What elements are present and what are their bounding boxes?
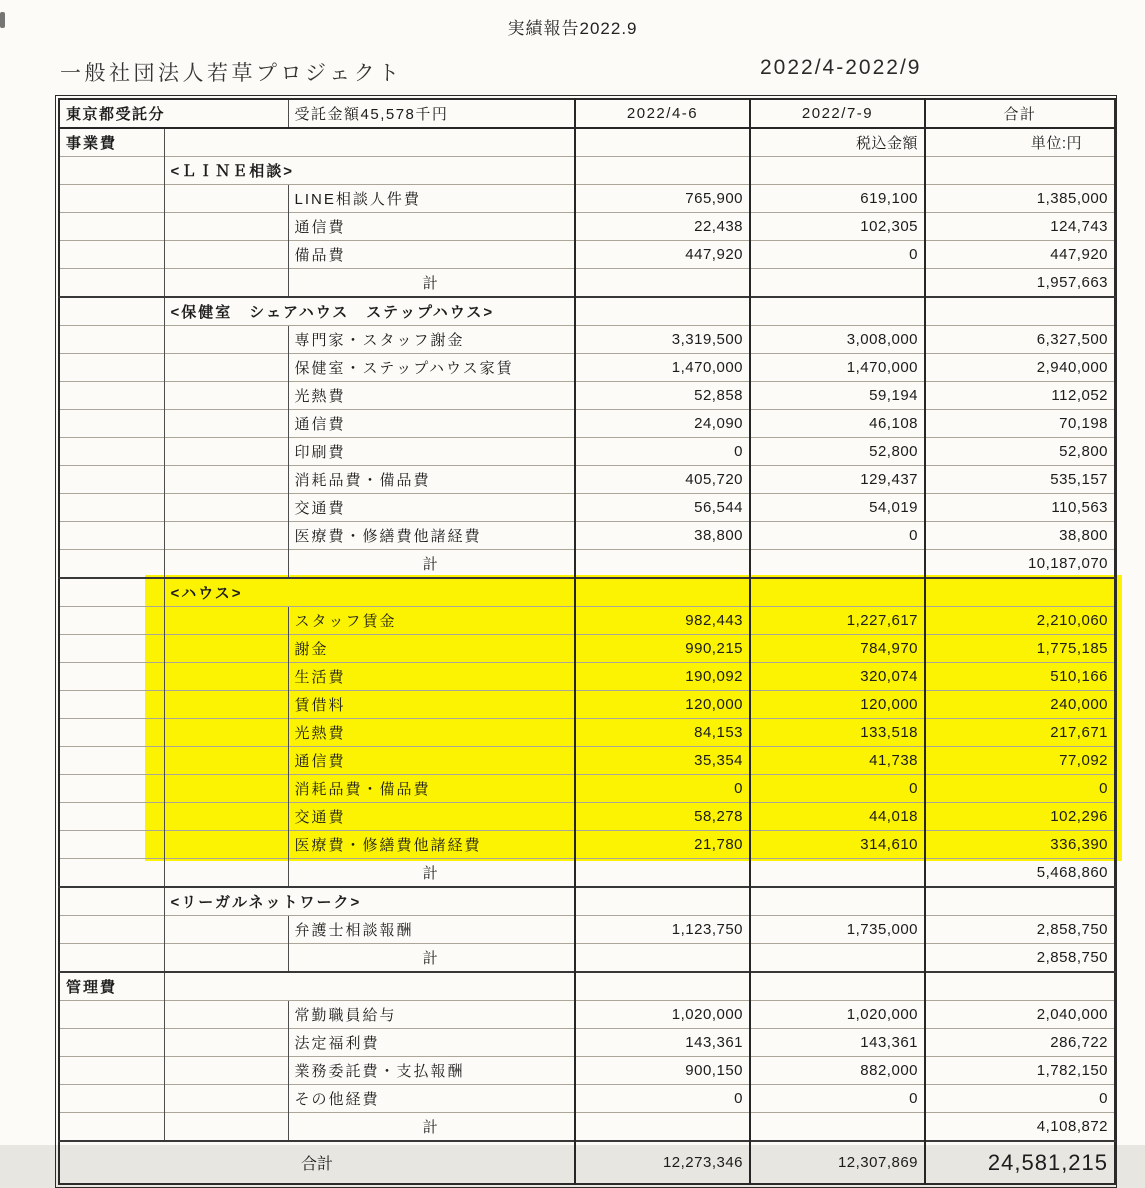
amount-q2-cell bbox=[750, 550, 925, 579]
row-spacer-cell bbox=[164, 269, 288, 298]
amount-q1-cell: 447,920 bbox=[575, 241, 750, 269]
table-row bbox=[59, 438, 1115, 466]
amount-q1-cell: 52,858 bbox=[575, 382, 750, 410]
amount-total-cell: 510,166 bbox=[925, 663, 1115, 691]
row-spacer-cell bbox=[59, 578, 164, 607]
row-subtotal-label: 計 bbox=[288, 550, 575, 579]
grand-total-label: 合計 bbox=[59, 1141, 575, 1184]
amount-q2-cell: 0 bbox=[750, 1085, 925, 1113]
table-row bbox=[59, 241, 1115, 269]
row-spacer-cell bbox=[164, 1029, 288, 1057]
row-spacer-cell bbox=[59, 1113, 164, 1142]
row-spacer-cell bbox=[59, 466, 164, 494]
amount-q2-cell: 0 bbox=[750, 522, 925, 550]
amount-q1-cell: 35,354 bbox=[575, 747, 750, 775]
amount-total-cell bbox=[925, 887, 1115, 916]
row-spacer-cell bbox=[59, 269, 164, 298]
row-spacer-cell bbox=[59, 1085, 164, 1113]
amount-q2-cell: 314,610 bbox=[750, 831, 925, 859]
row-subtotal-label: 計 bbox=[288, 269, 575, 298]
row-spacer-cell bbox=[59, 550, 164, 579]
row-spacer-cell bbox=[164, 326, 288, 354]
row-spacer-cell bbox=[164, 213, 288, 241]
row-item-label: 通信費 bbox=[288, 213, 575, 241]
table-row bbox=[59, 466, 1115, 494]
row-spacer-cell bbox=[164, 382, 288, 410]
row-spacer-cell bbox=[59, 522, 164, 550]
row-spacer-cell bbox=[164, 635, 288, 663]
row-item-label: 備品費 bbox=[288, 241, 575, 269]
amount-q1-cell: 1,123,750 bbox=[575, 916, 750, 944]
amount-q1-cell: 0 bbox=[575, 438, 750, 466]
amount-q2-cell: 120,000 bbox=[750, 691, 925, 719]
amount-total-cell: 単位:円 bbox=[925, 128, 1115, 157]
row-spacer-cell bbox=[59, 241, 164, 269]
row-spacer-cell bbox=[164, 719, 288, 747]
row-spacer-cell bbox=[164, 1085, 288, 1113]
amount-q2-cell: 143,361 bbox=[750, 1029, 925, 1057]
amount-q1-cell: 900,150 bbox=[575, 1057, 750, 1085]
row-item-label: 法定福利費 bbox=[288, 1029, 575, 1057]
row-spacer-cell bbox=[164, 410, 288, 438]
amount-total-cell: 336,390 bbox=[925, 831, 1115, 859]
row-spacer-cell bbox=[164, 550, 288, 579]
row-spacer-cell bbox=[59, 438, 164, 466]
table-row bbox=[59, 269, 1115, 298]
row-spacer-cell bbox=[164, 438, 288, 466]
amount-q2-cell bbox=[750, 269, 925, 298]
row-spacer-cell bbox=[59, 944, 164, 973]
amount-total-cell: 0 bbox=[925, 1085, 1115, 1113]
row-spacer-cell bbox=[164, 691, 288, 719]
amount-total-cell bbox=[925, 972, 1115, 1001]
amount-q2-cell: 税込金額 bbox=[750, 128, 925, 157]
row-item-label: 光熱費 bbox=[288, 719, 575, 747]
table-row bbox=[59, 410, 1115, 438]
amount-total-cell bbox=[925, 578, 1115, 607]
amount-q1-cell bbox=[575, 269, 750, 298]
amount-q1-cell: 143,361 bbox=[575, 1029, 750, 1057]
amount-q2-cell: 12,307,869 bbox=[750, 1141, 925, 1184]
table-row bbox=[59, 522, 1115, 550]
amount-q2-cell: 320,074 bbox=[750, 663, 925, 691]
amount-total-cell: 0 bbox=[925, 775, 1115, 803]
row-spacer-cell bbox=[59, 354, 164, 382]
report-period: 2022/4-2022/9 bbox=[760, 56, 922, 79]
amount-total-cell: 1,385,000 bbox=[925, 185, 1115, 213]
amount-q2-cell: 46,108 bbox=[750, 410, 925, 438]
row-spacer-cell bbox=[59, 635, 164, 663]
row-spacer-cell bbox=[59, 326, 164, 354]
row-spacer-cell bbox=[164, 944, 288, 973]
table-row bbox=[59, 185, 1115, 213]
row-item-label: 専門家・スタッフ謝金 bbox=[288, 326, 575, 354]
amount-q2-cell: 1,470,000 bbox=[750, 354, 925, 382]
amount-q1-cell: 58,278 bbox=[575, 803, 750, 831]
row-spacer-cell bbox=[59, 831, 164, 859]
amount-q2-cell bbox=[750, 1113, 925, 1142]
amount-total-cell: 2,858,750 bbox=[925, 944, 1115, 973]
row-group-label: 事業費 bbox=[66, 135, 118, 152]
row-spacer-cell bbox=[59, 297, 164, 326]
amount-total-cell: 535,157 bbox=[925, 466, 1115, 494]
table-row bbox=[59, 157, 1115, 185]
row-spacer-cell bbox=[164, 831, 288, 859]
row-item-label: 保健室・ステップハウス家賃 bbox=[288, 354, 575, 382]
amount-q1-cell: 12,273,346 bbox=[575, 1141, 750, 1184]
row-spacer-cell bbox=[59, 916, 164, 944]
row-spacer-cell bbox=[59, 1057, 164, 1085]
amount-q1-cell: 1,470,000 bbox=[575, 354, 750, 382]
amount-q1-cell: 84,153 bbox=[575, 719, 750, 747]
row-spacer-cell bbox=[164, 607, 288, 635]
amount-total-cell: 2,040,000 bbox=[925, 1001, 1115, 1029]
table-row bbox=[59, 1029, 1115, 1057]
amount-total-cell bbox=[925, 297, 1115, 326]
row-spacer-cell bbox=[59, 691, 164, 719]
row-spacer-cell bbox=[59, 803, 164, 831]
row-spacer-cell bbox=[164, 354, 288, 382]
row-item-label: 謝金 bbox=[288, 635, 575, 663]
row-spacer-cell bbox=[164, 916, 288, 944]
amount-q2-cell: 3,008,000 bbox=[750, 326, 925, 354]
amount-q2-cell: 882,000 bbox=[750, 1057, 925, 1085]
amount-total-cell: 1,775,185 bbox=[925, 635, 1115, 663]
amount-q1-cell bbox=[575, 887, 750, 916]
organization-name: 一般社団法人若草プロジェクト bbox=[60, 62, 403, 85]
amount-q1-cell bbox=[575, 972, 750, 1001]
header-col-q2: 2022/7-9 bbox=[750, 99, 925, 128]
amount-total-cell: 77,092 bbox=[925, 747, 1115, 775]
amount-q2-cell: 44,018 bbox=[750, 803, 925, 831]
row-section-label: <ＬＩＮＥ相談> bbox=[164, 157, 575, 185]
table-row bbox=[59, 1057, 1115, 1085]
table-row bbox=[59, 747, 1115, 775]
row-item-label: 賃借料 bbox=[288, 691, 575, 719]
row-spacer-cell bbox=[59, 1001, 164, 1029]
amount-total-cell: 70,198 bbox=[925, 410, 1115, 438]
table-row bbox=[59, 1001, 1115, 1029]
row-item-label: 通信費 bbox=[288, 410, 575, 438]
amount-total-cell: 124,743 bbox=[925, 213, 1115, 241]
table-row bbox=[59, 887, 1115, 916]
row-item-label: スタッフ賃金 bbox=[288, 607, 575, 635]
table-row bbox=[59, 578, 1115, 607]
row-item-label: 常勤職員給与 bbox=[288, 1001, 575, 1029]
row-spacer-cell bbox=[59, 859, 164, 888]
table-row bbox=[59, 775, 1115, 803]
amount-q1-cell: 982,443 bbox=[575, 607, 750, 635]
amount-q1-cell bbox=[575, 578, 750, 607]
table-row bbox=[59, 128, 1115, 157]
row-spacer-cell bbox=[59, 185, 164, 213]
row-spacer-cell bbox=[59, 663, 164, 691]
expense-table bbox=[58, 98, 1116, 1185]
table-row bbox=[59, 944, 1115, 973]
row-item-label: 交通費 bbox=[288, 494, 575, 522]
row-spacer-cell bbox=[164, 185, 288, 213]
row-spacer-cell bbox=[59, 747, 164, 775]
table-row bbox=[59, 859, 1115, 888]
amount-q2-cell: 0 bbox=[750, 775, 925, 803]
row-item-label: 消耗品費・備品費 bbox=[288, 775, 575, 803]
amount-q2-cell: 0 bbox=[750, 241, 925, 269]
row-item-label: 弁護士相談報酬 bbox=[288, 916, 575, 944]
amount-q2-cell: 133,518 bbox=[750, 719, 925, 747]
table-body bbox=[59, 128, 1115, 1184]
row-group-label: 管理費 bbox=[59, 972, 164, 1001]
table-row bbox=[59, 382, 1115, 410]
table-row bbox=[59, 635, 1115, 663]
row-spacer-cell bbox=[164, 466, 288, 494]
amount-q2-cell bbox=[750, 972, 925, 1001]
table-row bbox=[59, 1113, 1115, 1142]
amount-q2-cell bbox=[750, 944, 925, 973]
amount-q1-cell: 990,215 bbox=[575, 635, 750, 663]
amount-total-cell: 447,920 bbox=[925, 241, 1115, 269]
amount-q1-cell bbox=[575, 128, 750, 157]
table-row bbox=[59, 719, 1115, 747]
amount-q1-cell bbox=[575, 297, 750, 326]
amount-total-cell: 24,581,215 bbox=[925, 1141, 1115, 1184]
row-spacer-cell bbox=[59, 494, 164, 522]
amount-total-cell bbox=[925, 157, 1115, 185]
amount-q2-cell: 52,800 bbox=[750, 438, 925, 466]
row-spacer-cell bbox=[59, 775, 164, 803]
header-col-q1: 2022/4-6 bbox=[575, 99, 750, 128]
amount-q2-cell bbox=[750, 297, 925, 326]
amount-total-cell: 6,327,500 bbox=[925, 326, 1115, 354]
amount-q2-cell: 129,437 bbox=[750, 466, 925, 494]
row-item-label: 消耗品費・備品費 bbox=[288, 466, 575, 494]
amount-q2-cell: 1,227,617 bbox=[750, 607, 925, 635]
amount-q2-cell: 54,019 bbox=[750, 494, 925, 522]
row-spacer-cell bbox=[164, 663, 288, 691]
amount-q2-cell bbox=[750, 157, 925, 185]
row-item-label: 生活費 bbox=[288, 663, 575, 691]
table-row bbox=[59, 213, 1115, 241]
amount-q1-cell bbox=[575, 944, 750, 973]
header-col-total: 合計 bbox=[925, 99, 1115, 128]
amount-total-cell: 102,296 bbox=[925, 803, 1115, 831]
table-row bbox=[59, 326, 1115, 354]
amount-total-cell: 4,108,872 bbox=[925, 1113, 1115, 1142]
row-spacer-cell bbox=[59, 887, 164, 916]
amount-q2-cell bbox=[750, 887, 925, 916]
report-title: 実績報告2022.9 bbox=[507, 19, 638, 38]
table-row bbox=[59, 1141, 1115, 1184]
row-spacer-cell bbox=[164, 1057, 288, 1085]
amount-total-cell: 2,940,000 bbox=[925, 354, 1115, 382]
amount-q1-cell: 56,544 bbox=[575, 494, 750, 522]
amount-q2-cell: 41,738 bbox=[750, 747, 925, 775]
amount-q1-cell: 0 bbox=[575, 1085, 750, 1113]
amount-total-cell: 2,858,750 bbox=[925, 916, 1115, 944]
amount-q2-cell bbox=[750, 859, 925, 888]
row-item-label: LINE相談人件費 bbox=[288, 185, 575, 213]
table-header-row bbox=[59, 99, 1115, 128]
amount-q1-cell: 22,438 bbox=[575, 213, 750, 241]
table-row bbox=[59, 803, 1115, 831]
amount-q1-cell bbox=[575, 859, 750, 888]
amount-total-cell: 5,468,860 bbox=[925, 859, 1115, 888]
table-row bbox=[59, 663, 1115, 691]
amount-q1-cell: 765,900 bbox=[575, 185, 750, 213]
row-spacer-cell bbox=[59, 1029, 164, 1057]
amount-total-cell: 217,671 bbox=[925, 719, 1115, 747]
amount-total-cell: 2,210,060 bbox=[925, 607, 1115, 635]
amount-q1-cell bbox=[575, 550, 750, 579]
row-item-label: その他経費 bbox=[288, 1085, 575, 1113]
row-item-label: 通信費 bbox=[288, 747, 575, 775]
header-entity: 東京都受託分 bbox=[59, 99, 288, 128]
row-spacer-cell bbox=[59, 410, 164, 438]
row-section-label: <ハウス> bbox=[164, 578, 575, 607]
amount-q2-cell: 59,194 bbox=[750, 382, 925, 410]
amount-total-cell: 1,957,663 bbox=[925, 269, 1115, 298]
row-subtotal-label: 計 bbox=[288, 944, 575, 973]
amount-q1-cell: 0 bbox=[575, 775, 750, 803]
table-row bbox=[59, 691, 1115, 719]
row-item-label: 光熱費 bbox=[288, 382, 575, 410]
row-spacer-cell bbox=[164, 859, 288, 888]
row-spacer-cell bbox=[164, 522, 288, 550]
row-spacer-cell bbox=[59, 382, 164, 410]
table-row bbox=[59, 494, 1115, 522]
row-spacer-cell bbox=[164, 241, 288, 269]
amount-total-cell: 1,782,150 bbox=[925, 1057, 1115, 1085]
amount-q1-cell: 1,020,000 bbox=[575, 1001, 750, 1029]
row-spacer-cell bbox=[164, 128, 575, 157]
amount-q1-cell bbox=[575, 1113, 750, 1142]
amount-q2-cell: 102,305 bbox=[750, 213, 925, 241]
amount-total-cell: 286,722 bbox=[925, 1029, 1115, 1057]
amount-total-cell: 112,052 bbox=[925, 382, 1115, 410]
amount-q1-cell: 21,780 bbox=[575, 831, 750, 859]
row-spacer-cell bbox=[164, 1001, 288, 1029]
row-spacer-cell bbox=[59, 607, 164, 635]
table-row bbox=[59, 831, 1115, 859]
row-item-label: 交通費 bbox=[288, 803, 575, 831]
row-spacer-cell bbox=[59, 213, 164, 241]
amount-q1-cell: 38,800 bbox=[575, 522, 750, 550]
row-subtotal-label: 計 bbox=[288, 1113, 575, 1142]
row-item-label: 医療費・修繕費他諸経費 bbox=[288, 831, 575, 859]
table-row bbox=[59, 297, 1115, 326]
row-spacer-cell bbox=[164, 494, 288, 522]
row-spacer-cell bbox=[59, 157, 164, 185]
amount-q1-cell: 120,000 bbox=[575, 691, 750, 719]
amount-q1-cell: 405,720 bbox=[575, 466, 750, 494]
row-spacer-cell bbox=[164, 803, 288, 831]
amount-total-cell: 240,000 bbox=[925, 691, 1115, 719]
amount-q2-cell: 1,735,000 bbox=[750, 916, 925, 944]
amount-total-cell: 52,800 bbox=[925, 438, 1115, 466]
expense-table-wrap bbox=[55, 95, 1117, 1188]
table-row bbox=[59, 607, 1115, 635]
amount-total-cell: 10,187,070 bbox=[925, 550, 1115, 579]
row-item-label: 医療費・修繕費他諸経費 bbox=[288, 522, 575, 550]
row-section-label: <保健室 シェアハウス ステップハウス> bbox=[164, 297, 575, 326]
amount-q1-cell: 190,092 bbox=[575, 663, 750, 691]
amount-q1-cell: 24,090 bbox=[575, 410, 750, 438]
amount-total-cell: 38,800 bbox=[925, 522, 1115, 550]
row-subtotal-label: 計 bbox=[288, 859, 575, 888]
table-row bbox=[59, 1085, 1115, 1113]
table-row bbox=[59, 354, 1115, 382]
row-item-label: 印刷費 bbox=[288, 438, 575, 466]
row-spacer-cell bbox=[164, 747, 288, 775]
amount-q2-cell: 1,020,000 bbox=[750, 1001, 925, 1029]
row-spacer-cell bbox=[164, 775, 288, 803]
row-spacer-cell bbox=[164, 972, 575, 1001]
header-contract-amount: 受託金額45,578千円 bbox=[288, 99, 575, 128]
amount-q2-cell: 619,100 bbox=[750, 185, 925, 213]
amount-q1-cell: 3,319,500 bbox=[575, 326, 750, 354]
row-section-label: <リーガルネットワーク> bbox=[164, 887, 575, 916]
table-row bbox=[59, 972, 1115, 1001]
row-spacer-cell bbox=[164, 1113, 288, 1142]
table-row bbox=[59, 916, 1115, 944]
amount-total-cell: 110,563 bbox=[925, 494, 1115, 522]
amount-q1-cell bbox=[575, 157, 750, 185]
row-spacer-cell bbox=[59, 719, 164, 747]
amount-q2-cell bbox=[750, 578, 925, 607]
table-row bbox=[59, 550, 1115, 579]
amount-q2-cell: 784,970 bbox=[750, 635, 925, 663]
row-item-label: 業務委託費・支払報酬 bbox=[288, 1057, 575, 1085]
